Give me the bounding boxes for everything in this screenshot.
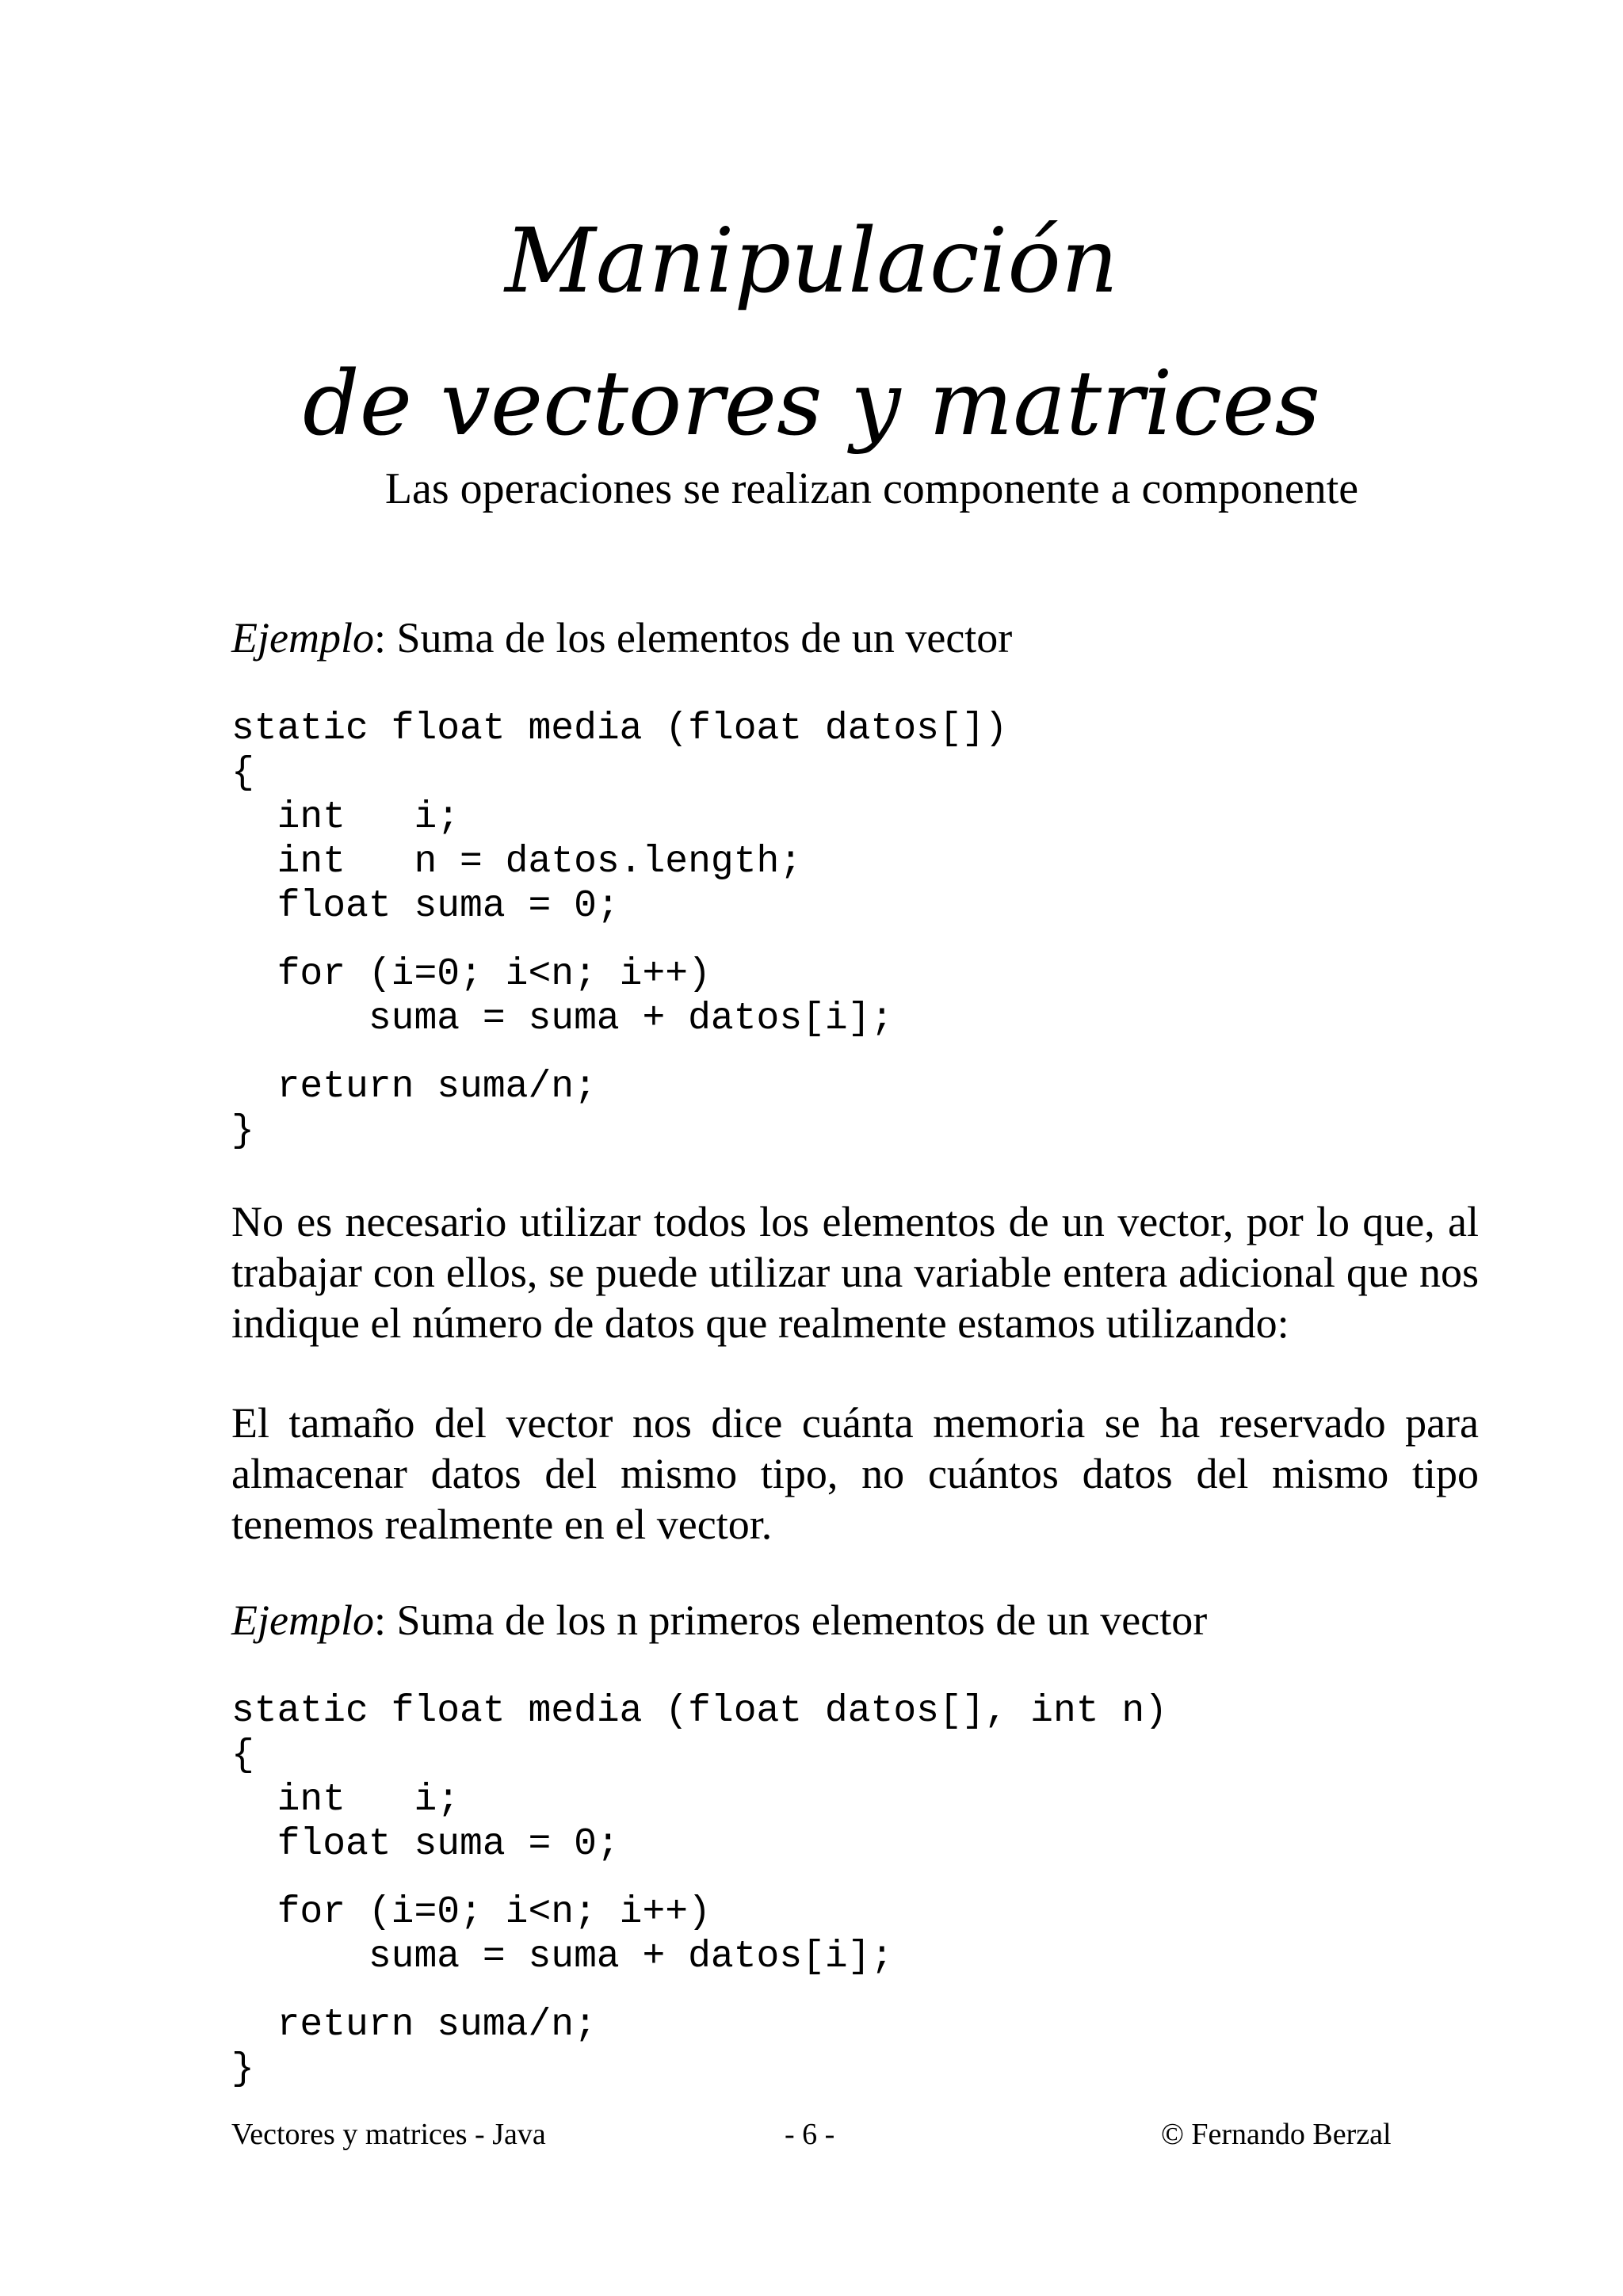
footer-author: © Fernando Berzal (1161, 2118, 1392, 2151)
code-line: suma = suma + datos[i]; (231, 997, 894, 1040)
code-line: int i; (231, 796, 460, 839)
example-2-text: : Suma de los n primeros elementos de un vector (373, 1596, 1208, 1644)
title-line-2: de vectores y matrices (303, 353, 1320, 456)
title-line-1: Manipulación (505, 210, 1118, 313)
code-line: return suma/n; (231, 2004, 597, 2046)
code-line: { (231, 1734, 254, 1777)
code-gap (231, 1979, 1167, 2003)
code-line: for (i=0; i<n; i++) (231, 1891, 711, 1934)
code-gap (231, 1041, 1007, 1065)
page-title (0, 190, 1623, 475)
paragraph-1: No es necesario utilizar todos los elementos de un vector, por lo que, al trabajar con ellos, se puede utilizar una variable entera adicional que nos indique el número de datos que realmente estamos utilizando: (231, 1198, 1479, 1347)
page-subtitle: Las operaciones se realizan componente a componente (384, 464, 1359, 513)
example-1-code (231, 707, 1007, 1154)
code-line: } (231, 1110, 254, 1153)
code-line: int n = datos.length; (231, 841, 803, 883)
paragraph-2: El tamaño del vector nos dice cuánta memoria se ha reservado para almacenar datos del mismo tipo, no cuántos datos del mismo tipo tenemos realmente en el vector. (231, 1399, 1479, 1548)
code-line: return suma/n; (231, 1066, 597, 1108)
code-line: for (i=0; i<n; i++) (231, 953, 711, 996)
code-gap (231, 1867, 1167, 1890)
code-line: static float media (float datos[]) (231, 707, 1008, 750)
example-1-heading (231, 610, 1012, 666)
example-1-label: Ejemplo (231, 614, 374, 662)
example-2-code (231, 1689, 1167, 2092)
footer-page-number: - 6 - (785, 2118, 835, 2151)
example-1-text: : Suma de los elementos de un vector (373, 614, 1013, 662)
code-gap (231, 929, 1007, 952)
code-line: float suma = 0; (231, 885, 620, 928)
code-line: static float media (float datos[], int n) (231, 1690, 1167, 1733)
code-line: suma = suma + datos[i]; (231, 1936, 894, 1978)
example-2-heading (231, 1592, 1207, 1648)
code-line: } (231, 2048, 254, 2091)
example-2-label: Ejemplo (231, 1596, 374, 1644)
code-line: { (231, 752, 254, 795)
code-line: int i; (231, 1779, 460, 1821)
footer-left: Vectores y matrices - Java (231, 2118, 546, 2151)
code-line: float suma = 0; (231, 1823, 620, 1866)
